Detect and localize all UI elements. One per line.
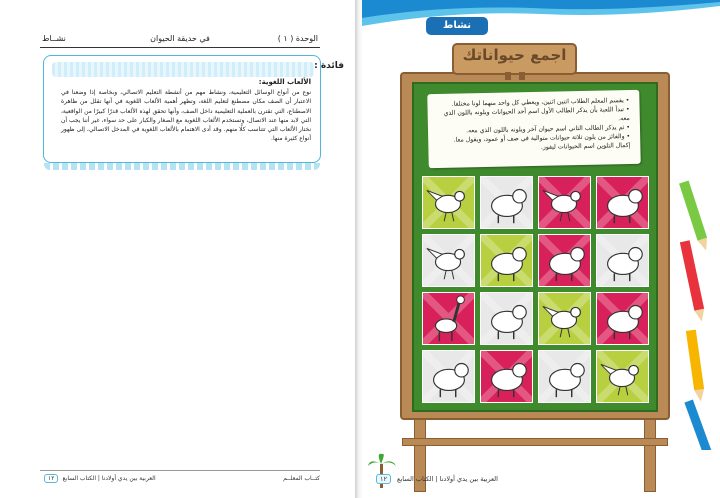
instruction-line: • تبدأ اللعبة بأن يذكر الطالب الأول اسم أحد الحيوانات ويلونه باللون الذي معه.: [443, 105, 630, 123]
cat-icon: [481, 235, 532, 286]
instruction-line: • ثم يذكر الطالب الثاني اسم حيوان آخر ويلونه باللون الذي معه.: [466, 123, 631, 135]
animal-tile-lion: [538, 234, 591, 287]
footer-series: العربية بين يدي أولادنا | الكتاب السابع: [62, 475, 156, 482]
activity-tab: نشاط: [426, 17, 488, 35]
fox-icon: [481, 177, 532, 228]
animal-grid: [422, 176, 650, 408]
unit-label: الوحدة ( ١ ): [277, 34, 318, 43]
animal-tile-parrot: [596, 350, 649, 403]
pencils-illustration: [670, 170, 720, 450]
lion-icon: [539, 235, 590, 286]
instruction-line: • يقسم المعلم الطلاب اثنين اثنين، ويعطي كل واحد منهما لونا مختلفا.: [451, 96, 630, 108]
rooster-hen-icon: [423, 177, 474, 228]
animal-tile-wolf: [538, 350, 591, 403]
info-body: نوع من أنواع الوسائل التعليمية، ونشاط مهم من أنشطة التعليم الاتصالي، وبخاصة إذا وضعنا في الاعتبار أن الصف مكان مصطنع لتعليم اللغة، وتظهر أهمية الألعاب اللغوية في أنها تقلل من ظاهرة الاصطناع، التي تقترن بالعملية التعليمية داخل الصف، وأنها تحقق لهذه الألعاب قدرًا كبيرًا من الواقعية، التي لابد منها عند الاتصال، وتستخدم الألعاب اللغوية مع الصغار والكبار على حد سواء، غير أننا يجب أن نختار الألعاب التي تتناسب كلًا منهم. وقد أدى الاهتمام بالألعاب اللغوية في المدخل الاتصالي، إلى ظهور أنواع كثيرة منها.: [61, 89, 311, 143]
info-subtitle: الألعاب اللغوية:: [258, 78, 311, 86]
parrot-icon: [597, 351, 648, 402]
giraffe-icon: [423, 293, 474, 344]
footer-book-title: كتــاب المعلــم: [283, 475, 320, 482]
animal-tile-cow: [480, 350, 533, 403]
dove-icon: [539, 177, 590, 228]
instruction-line: إكمال التلوين اسم الحيوانات ليفوز.: [540, 141, 631, 151]
instruction-line: • والفائز من يلون ثلاثة حيوانات متوالية في صف أو عمود، ويقول معا.: [453, 132, 631, 144]
footer-series: العربية بين يدي أولادنا | الكتاب السابع: [396, 475, 498, 483]
animal-tile-pigeon: [538, 292, 591, 345]
instructions-note: [427, 90, 641, 168]
eagle-icon: [423, 235, 474, 286]
tiger-icon: [597, 177, 648, 228]
page-number: ١٢: [376, 474, 391, 484]
wolf-icon: [539, 351, 590, 402]
page-header: [40, 30, 320, 48]
animal-tile-dove: [538, 176, 591, 229]
sheep-icon: [597, 293, 648, 344]
camel-icon: [597, 235, 648, 286]
lesson-title: في حديقة الحيوان: [150, 34, 210, 43]
cow-icon: [481, 351, 532, 402]
animal-tile-sheep: [596, 292, 649, 345]
right-page: [362, 0, 720, 498]
animal-tile-camel: [596, 234, 649, 287]
animal-tile-tiger: [596, 176, 649, 229]
animal-tile-elephant: [422, 350, 475, 403]
animal-tile-fox: [480, 176, 533, 229]
animal-tile-eagle: [422, 234, 475, 287]
activity-title: اجمع حيواناتك: [462, 46, 567, 64]
elephant-icon: [423, 351, 474, 402]
animal-tile-cat: [480, 234, 533, 287]
page-number: ١٢: [44, 474, 58, 483]
animal-tile-horse: [480, 292, 533, 345]
animal-tile-rooster-hen: [422, 176, 475, 229]
info-title-bar: [52, 62, 314, 77]
page-footer: [376, 472, 696, 486]
horse-icon: [481, 293, 532, 344]
pigeon-icon: [539, 293, 590, 344]
board-crossbar: [402, 438, 668, 446]
header-wave: [362, 0, 720, 40]
animal-tile-giraffe: [422, 292, 475, 345]
page-footer: [40, 470, 320, 486]
left-page: [0, 0, 358, 498]
section-label: نشــاط: [42, 34, 66, 43]
info-title: فائدة :: [314, 61, 344, 71]
